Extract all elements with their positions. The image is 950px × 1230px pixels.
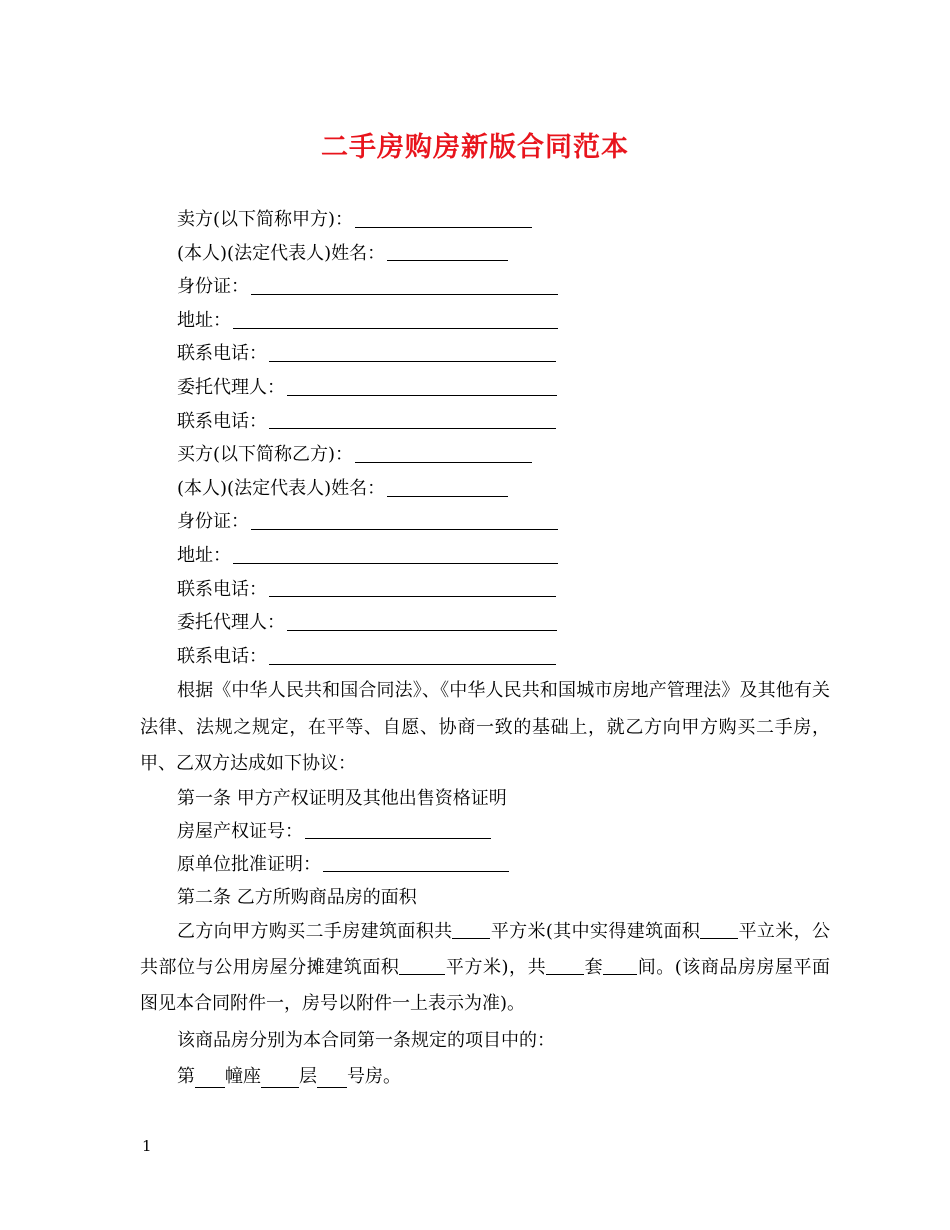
buyer-address-blank[interactable]: [233, 544, 558, 564]
seller-id-label: 身份证：: [177, 276, 249, 298]
article1-cert-blank[interactable]: [305, 819, 491, 839]
seller-phone-line: [140, 337, 830, 371]
loc-room-blank[interactable]: [317, 1069, 347, 1088]
seller-name-blank[interactable]: [387, 241, 508, 261]
buyer-phone-line: [140, 573, 830, 607]
buyer-name-line: [140, 472, 830, 506]
area-text-6: 间。(该商品房房屋平面图见本合同附件一，房号以附件一上表示为准)。: [140, 957, 830, 1015]
article1-approval-blank[interactable]: [323, 852, 509, 872]
area-text-3: 平立米，公共部位与公用房屋分摊建筑面积: [140, 920, 831, 979]
area-actual-blank[interactable]: [700, 920, 738, 939]
seller-agent-phone-blank[interactable]: [269, 409, 556, 429]
buyer-heading-line: [140, 438, 830, 472]
area-rooms-blank[interactable]: [603, 956, 637, 975]
location-intro-line: [140, 1023, 830, 1059]
seller-id-blank[interactable]: [251, 275, 558, 295]
buyer-phone-blank[interactable]: [269, 577, 556, 597]
preamble-paragraph: 根据《中华人民共和国合同法》、《中华人民共和国城市房地产管理法》及其他有关法律、法规之规定，在平等、自愿、协商一致的基础上，就乙方向甲方购买二手房，甲、乙双方达成如下协议：: [140, 680, 830, 774]
article2-area-paragraph: [140, 914, 830, 1023]
location-intro: 该商品房分别为本合同第一条规定的项目中的：: [177, 1029, 555, 1051]
area-text-1: 乙方向甲方购买二手房建筑面积共: [177, 920, 453, 942]
area-sets-blank[interactable]: [546, 956, 584, 975]
article1-heading: 第一条 甲方产权证明及其他出售资格证明: [177, 787, 507, 809]
seller-id-line: [140, 270, 830, 304]
area-total-blank[interactable]: [452, 920, 490, 939]
document-title: 二手房购房新版合同范本: [321, 132, 629, 163]
article1-approval-line: [140, 848, 830, 881]
seller-name-label: (本人)(法定代表人)姓名：: [177, 242, 386, 264]
buyer-agent-phone-blank[interactable]: [269, 645, 556, 665]
buyer-phone-label: 联系电话：: [177, 578, 267, 600]
loc-building-blank[interactable]: [195, 1069, 225, 1088]
buyer-heading: 买方(以下简称乙方)：: [177, 444, 354, 466]
area-text-4: 平方米)，共: [445, 957, 547, 979]
buyer-blank[interactable]: [355, 443, 532, 463]
location-line: [140, 1059, 830, 1095]
seller-name-line: [140, 237, 830, 271]
buyer-name-label: (本人)(法定代表人)姓名：: [177, 477, 386, 499]
area-shared-blank[interactable]: [399, 956, 445, 975]
buyer-name-blank[interactable]: [387, 477, 508, 497]
buyer-agent-label: 委托代理人：: [177, 612, 285, 634]
seller-phone-blank[interactable]: [269, 342, 556, 362]
contract-body: [140, 203, 830, 1095]
seller-blank[interactable]: [355, 208, 532, 228]
buyer-agent-blank[interactable]: [287, 611, 557, 631]
loc-text-3: 层: [299, 1065, 317, 1087]
buyer-id-line: [140, 505, 830, 539]
seller-agent-phone-line: [140, 405, 830, 439]
buyer-agent-line: [140, 606, 830, 640]
seller-address-line: [140, 304, 830, 338]
page-number: 1: [142, 1137, 152, 1155]
article1-cert-line: [140, 815, 830, 848]
seller-address-blank[interactable]: [233, 309, 558, 329]
buyer-address-label: 地址：: [177, 544, 231, 566]
loc-text-1: 第: [177, 1065, 195, 1087]
area-text-2: 平方米(其中实得建筑面积: [490, 920, 701, 942]
article1-cert-label: 房屋产权证号：: [177, 820, 303, 842]
loc-text-2: 幢座: [225, 1065, 261, 1087]
buyer-address-line: [140, 539, 830, 573]
article1-heading-line: [140, 782, 830, 815]
buyer-id-blank[interactable]: [251, 510, 558, 530]
seller-agent-phone-label: 联系电话：: [177, 410, 267, 432]
buyer-agent-phone-label: 联系电话：: [177, 645, 267, 667]
seller-address-label: 地址：: [177, 309, 231, 331]
article1-approval-label: 原单位批准证明：: [177, 853, 321, 875]
article2-heading: 第二条 乙方所购商品房的面积: [177, 886, 417, 908]
loc-floor-blank[interactable]: [261, 1069, 299, 1088]
loc-text-4: 号房。: [347, 1065, 401, 1087]
buyer-id-label: 身份证：: [177, 511, 249, 533]
buyer-agent-phone-line: [140, 640, 830, 674]
article2-heading-line: [140, 881, 830, 914]
seller-phone-label: 联系电话：: [177, 343, 267, 365]
seller-agent-line: [140, 371, 830, 405]
seller-heading-line: [140, 203, 830, 237]
seller-agent-label: 委托代理人：: [177, 376, 285, 398]
area-text-5: 套: [584, 957, 604, 979]
seller-heading: 卖方(以下简称甲方)：: [177, 209, 354, 230]
seller-agent-blank[interactable]: [287, 376, 557, 396]
